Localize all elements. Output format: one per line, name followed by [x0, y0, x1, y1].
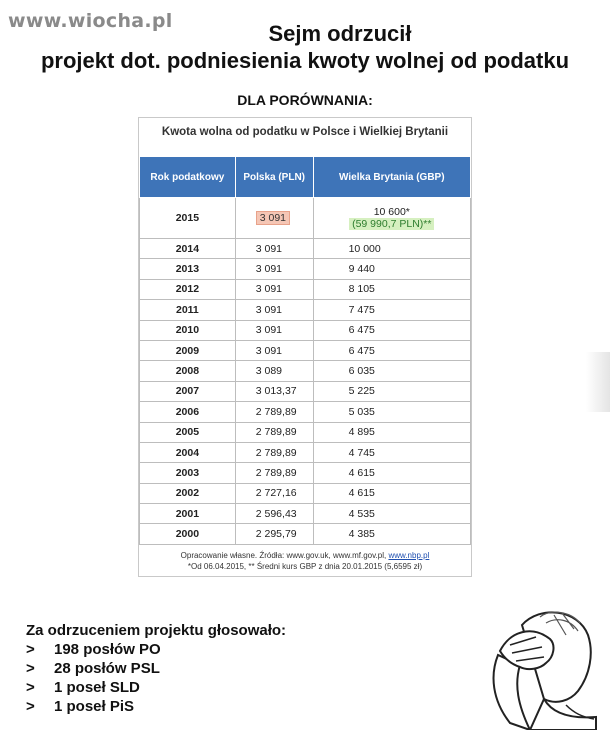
year-cell: 2013 — [140, 259, 236, 279]
vote-item — [26, 678, 286, 697]
uk-cell: 5 035 — [313, 402, 470, 422]
uk-cell: 6 475 — [313, 320, 470, 340]
poland-cell: 2 789,89 — [235, 402, 313, 422]
page-headline — [0, 20, 610, 74]
nbp-link[interactable]: www.nbp.pl — [388, 551, 430, 560]
year-cell: 2000 — [140, 524, 236, 544]
poland-cell: 3 091 — [235, 320, 313, 340]
table-row — [140, 381, 471, 401]
table-row-2015 — [140, 198, 471, 239]
table-row — [140, 340, 471, 360]
vote-summary — [26, 621, 286, 716]
arrow-bullet: > — [26, 698, 35, 715]
year-cell: 2008 — [140, 361, 236, 381]
table-title: Kwota wolna od podatku w Polsce i Wielkiej Brytanii — [161, 126, 449, 138]
poland-cell: 2 789,89 — [235, 442, 313, 462]
edge-shadow — [586, 352, 610, 412]
poland-cell: 2 295,79 — [235, 524, 313, 544]
year-cell: 2004 — [140, 442, 236, 462]
year-cell: 2003 — [140, 463, 236, 483]
poland-cell: 2 789,89 — [235, 422, 313, 442]
poland-cell: 3 091 — [235, 239, 313, 259]
poland-cell: 3 091 — [235, 279, 313, 299]
year-cell: 2015 — [140, 198, 236, 239]
year-cell: 2002 — [140, 483, 236, 503]
poland-cell: 3 091 — [235, 259, 313, 279]
poland-cell: 2 789,89 — [235, 463, 313, 483]
headline-line-2: projekt dot. podniesienia kwoty wolnej od podatku — [40, 48, 570, 73]
header-uk: Wielka Brytania (GBP) — [313, 157, 470, 198]
table-row — [140, 442, 471, 462]
table-row — [140, 361, 471, 381]
vote-item-label: 198 posłów PO — [54, 641, 161, 658]
year-cell: 2012 — [140, 279, 236, 299]
table-row — [140, 402, 471, 422]
year-cell: 2005 — [140, 422, 236, 442]
uk-pln-highlight: (59 990,7 PLN)** — [349, 218, 434, 230]
vote-list — [26, 640, 286, 716]
year-cell: 2001 — [140, 504, 236, 524]
year-cell: 2014 — [140, 239, 236, 259]
arrow-bullet: > — [26, 660, 35, 677]
uk-cell: 4 895 — [313, 422, 470, 442]
arrow-bullet: > — [26, 679, 35, 696]
uk-cell: 4 615 — [313, 463, 470, 483]
table-row — [140, 463, 471, 483]
poland-cell: 3 089 — [235, 361, 313, 381]
poland-cell: 3 013,37 — [235, 381, 313, 401]
uk-cell: 5 225 — [313, 381, 470, 401]
poland-highlight: 3 091 — [256, 211, 290, 225]
uk-cell: 7 475 — [313, 300, 470, 320]
vote-item-label: 1 poseł PiS — [54, 698, 135, 715]
header-poland: Polska (PLN) — [235, 157, 313, 198]
uk-cell: 8 105 — [313, 279, 470, 299]
uk-cell: 4 385 — [313, 524, 470, 544]
table-row — [140, 300, 471, 320]
vote-heading: Za odrzuceniem projektu głosowało: — [26, 622, 287, 639]
vote-item-label: 28 posłów PSL — [54, 660, 160, 677]
footnote-sources: Opracowanie własne. Źródła: www.gov.uk, www.mf.gov.pl, — [180, 551, 389, 560]
uk-cell: 6 475 — [313, 340, 470, 360]
footnote-notes: *Od 06.04.2015, ** Średni kurs GBP z dnia 20.01.2015 (5,6595 zł) — [187, 562, 423, 571]
table-footnote — [139, 550, 471, 572]
table-row — [140, 483, 471, 503]
table-row — [140, 422, 471, 442]
year-cell: 2011 — [140, 300, 236, 320]
tax-allowance-table — [139, 156, 471, 545]
year-cell: 2010 — [140, 320, 236, 340]
year-cell: 2006 — [140, 402, 236, 422]
year-cell: 2009 — [140, 340, 236, 360]
uk-cell — [313, 198, 470, 239]
arrow-bullet: > — [26, 641, 35, 658]
table-row — [140, 320, 471, 340]
poland-cell: 3 091 — [235, 340, 313, 360]
uk-cell: 10 000 — [313, 239, 470, 259]
table-row — [140, 524, 471, 544]
poland-cell: 2 727,16 — [235, 483, 313, 503]
uk-value: 10 600* — [373, 206, 410, 218]
facepalm-icon — [470, 595, 598, 730]
poland-cell: 2 596,43 — [235, 504, 313, 524]
table-row — [140, 259, 471, 279]
vote-item — [26, 697, 286, 716]
table-row — [140, 504, 471, 524]
tax-table-card — [138, 117, 472, 577]
uk-cell: 4 615 — [313, 483, 470, 503]
poland-cell — [235, 198, 313, 239]
table-header-row — [140, 157, 471, 198]
header-year: Rok podatkowy — [140, 157, 236, 198]
uk-cell: 9 440 — [313, 259, 470, 279]
uk-cell: 4 535 — [313, 504, 470, 524]
headline-line-1: Sejm odrzucił — [268, 21, 412, 46]
vote-item — [26, 659, 286, 678]
vote-item-label: 1 poseł SLD — [54, 679, 140, 696]
table-row — [140, 279, 471, 299]
vote-item — [26, 640, 286, 659]
table-row — [140, 239, 471, 259]
year-cell: 2007 — [140, 381, 236, 401]
poland-cell: 3 091 — [235, 300, 313, 320]
uk-cell: 4 745 — [313, 442, 470, 462]
watermark-logo: www.wiocha.pl — [8, 10, 173, 32]
uk-cell: 6 035 — [313, 361, 470, 381]
comparison-label: DLA PORÓWNANIA: — [237, 92, 373, 108]
